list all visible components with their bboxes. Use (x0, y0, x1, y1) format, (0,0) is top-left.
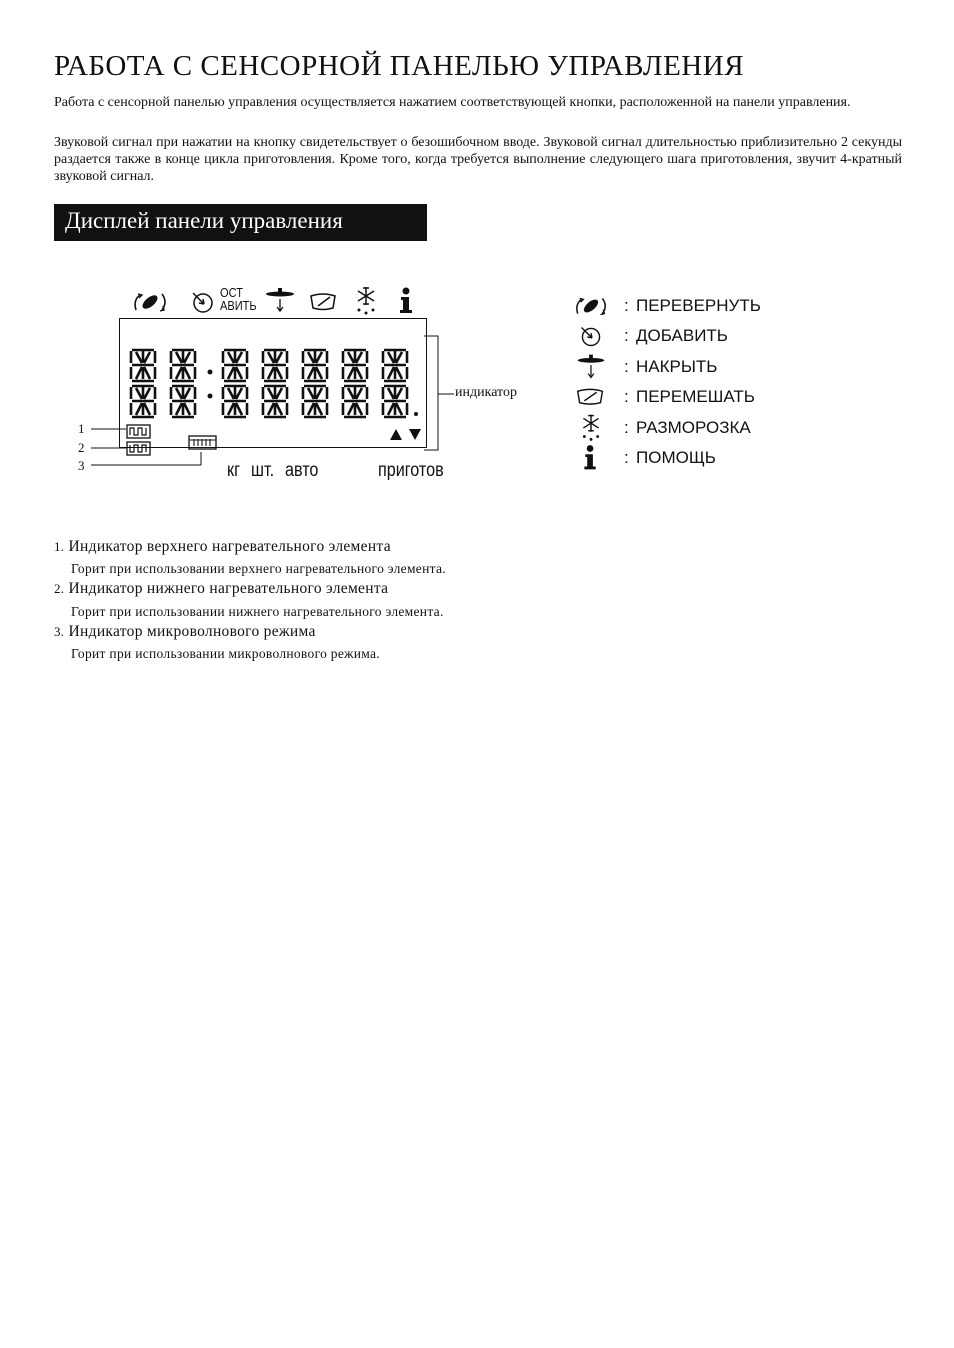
cover-icon (264, 286, 296, 314)
unit-auto: авто (285, 460, 319, 481)
list-item-title (54, 623, 316, 641)
unit-kg: кг (227, 460, 240, 481)
legend-label: ПЕРЕВЕРНУТЬ (636, 296, 761, 315)
legend-colon: : (624, 326, 629, 345)
legend-label: РАЗМОРОЗКА (636, 418, 751, 437)
list-item-heading: Индикатор верхнего нагревательного элемента (68, 538, 391, 555)
intro-paragraph-2: Звуковой сигнал при нажатии на кнопку свидетельствует о безошибочном вводе. Звуковой сигнал длительностью приблизительно 2 секунды раздается также в конце цикла приготовления. Кроме того, когда требуется выполнение следующего шага приготовления, звучит 4-кратный звуковой сигнал. (54, 135, 902, 184)
indicator-label: индикатор (455, 385, 517, 400)
defrost-icon (353, 285, 379, 315)
lcd-row-bottom (131, 386, 407, 417)
callout-lines (88, 420, 218, 470)
list-item-title (54, 580, 388, 598)
lcd-digits (126, 346, 422, 420)
info-icon (397, 286, 415, 314)
list-item-description: Горит при использовании нижнего нагревательного элемента. (71, 604, 444, 619)
list-item-heading: Индикатор микроволнового режима (68, 623, 316, 640)
top-label (220, 286, 257, 312)
callout-1: 1 (78, 421, 85, 436)
flip-icon (130, 290, 170, 314)
cover-icon (572, 353, 610, 381)
top-label-line2: АВИТЬ (220, 298, 257, 313)
list-item-number: 2. (54, 581, 65, 596)
lcd-row-top (131, 350, 407, 381)
top-label-line1: ОСТ (220, 285, 243, 300)
legend-colon: : (624, 357, 629, 376)
legend-label: ПОМОЩЬ (636, 448, 716, 467)
legend-label: ДОБАВИТЬ (636, 326, 728, 345)
section-title: Дисплей панели управления (65, 208, 343, 233)
unit-cooking: приготов (378, 460, 444, 481)
intro-paragraph-1: Работа с сенсорной панелью управления осуществляется нажатием соответствующей кнопки, расположенной на панели управления. (54, 95, 851, 110)
legend-label: НАКРЫТЬ (636, 357, 718, 376)
list-item-title (54, 538, 391, 556)
legend-colon: : (624, 448, 629, 467)
list-item-heading: Индикатор нижнего нагревательного элемента (68, 580, 389, 597)
legend-colon: : (624, 387, 629, 406)
callout-2: 2 (78, 440, 85, 455)
indicator-bracket (418, 330, 458, 454)
legend-colon: : (624, 296, 629, 315)
page-title: РАБОТА С СЕНСОРНОЙ ПАНЕЛЬЮ УПРАВЛЕНИЯ (54, 50, 745, 82)
defrost-icon (572, 412, 610, 442)
unit-pcs: шт. (251, 460, 275, 481)
legend-colon: : (624, 418, 629, 437)
callout-3: 3 (78, 458, 85, 473)
list-item-description: Горит при использовании верхнего нагревательного элемента. (71, 561, 446, 576)
flip-icon (572, 292, 610, 320)
add-icon (572, 322, 610, 350)
stir-icon (308, 290, 338, 312)
list-item-number: 3. (54, 624, 65, 639)
stir-icon (572, 383, 610, 411)
info-icon (572, 444, 610, 472)
list-item-description: Горит при использовании микроволнового режима. (71, 646, 380, 661)
list-item-number: 1. (54, 539, 65, 554)
add-icon (190, 290, 216, 314)
legend-label: ПЕРЕМЕШАТЬ (636, 387, 755, 406)
